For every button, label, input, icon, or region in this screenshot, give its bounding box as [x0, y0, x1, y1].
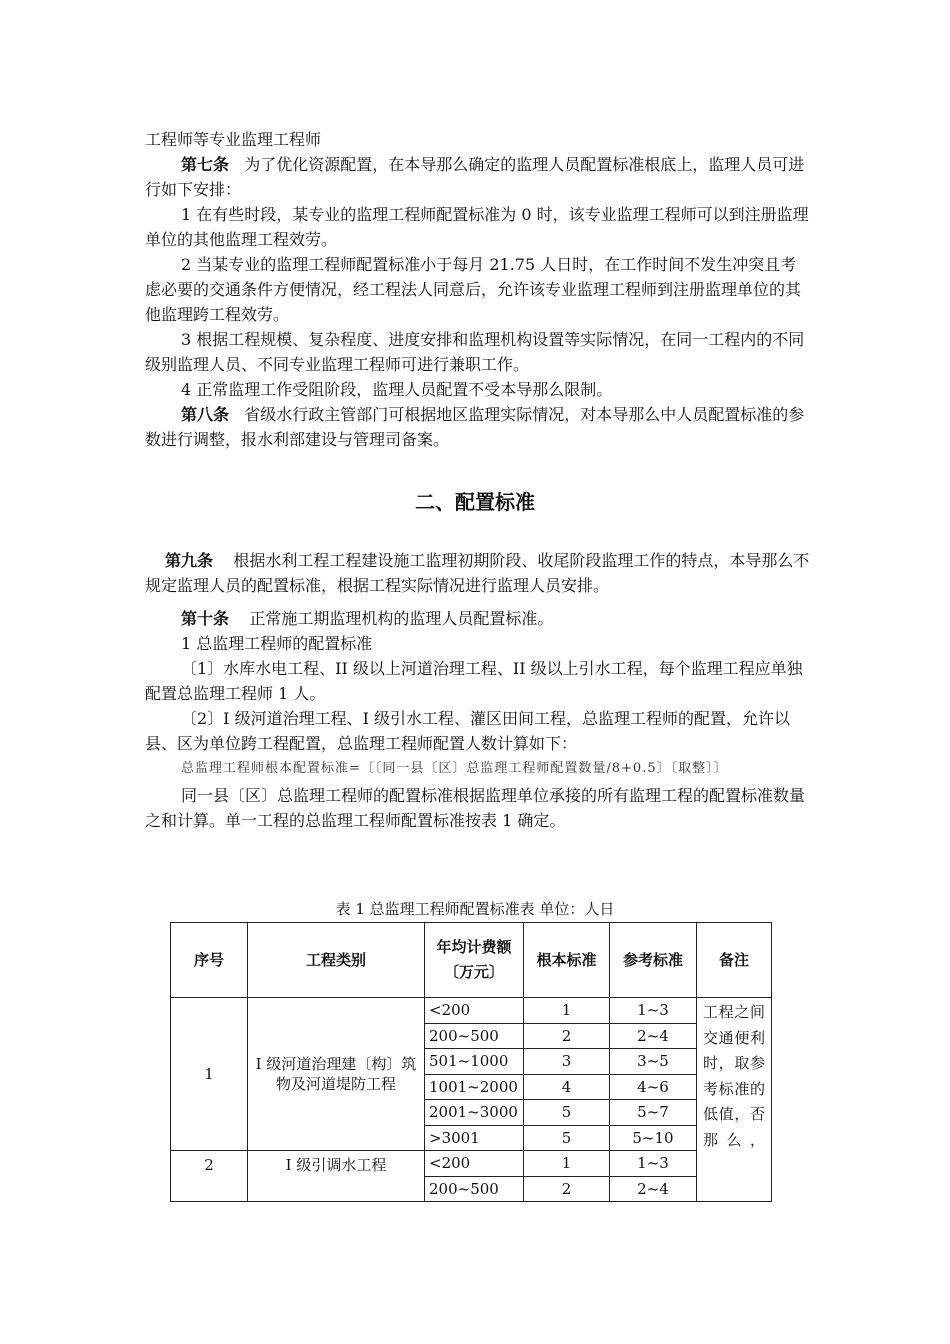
article-10	[145, 606, 810, 631]
section-heading: 二、配置标准	[415, 490, 535, 514]
table-caption: 表 1 总监理工程师配置标准表 单位：人日	[335, 900, 615, 918]
article-8-label: 第八条	[181, 405, 230, 424]
cell-basic: 3	[524, 1049, 610, 1075]
cell-fee: 200~500	[425, 1176, 524, 1202]
cell-ref: 3~5	[610, 1049, 697, 1075]
cell-basic: 2	[524, 1176, 610, 1202]
header-type: 工程类别	[248, 923, 425, 998]
item-2: 〔2〕I 级河道治理工程、I 级引水工程、灌区田间工程，总监理工程师的配置，允许以县、区为单位跨工程配置，总监理工程师配置人数计算如下：	[145, 709, 790, 753]
note-cell: 工程之间交通便利时，取参考标准的低值，否那么，	[697, 998, 772, 1202]
table-row	[171, 998, 772, 1024]
clause-2: 2 当某专业的监理工程师配置标准小于每月 21.75 人日时，在工作时间不发生冲突且考虑必要的交通条件方便情况，经工程法人同意后，允许该专业监理工程师到注册监理单位的其他监理跨工程效劳。	[145, 255, 802, 324]
article-8-text: 省级水行政主管部门可根据地区监理实际情况，对本导那么中人员配置标准的参数进行调整，报水利部建设与管理司备案。	[145, 405, 805, 449]
cell-fee: 200~500	[425, 1023, 524, 1049]
cell-ref: 5~10	[610, 1125, 697, 1151]
cell-ref: 4~6	[610, 1074, 697, 1100]
article-10-label: 第十条	[181, 609, 230, 628]
cell-basic: 5	[524, 1125, 610, 1151]
formula: 总监理工程师根本配置标准=〔〔同一县〔区〕总监理工程师配置数量/8+0.5〕〔取整〕〕	[181, 761, 728, 776]
cell-ref: 2~4	[610, 1176, 697, 1202]
cell-basic: 4	[524, 1074, 610, 1100]
article-7	[145, 152, 810, 202]
paragraph-continued: 工程师等专业监理工程师	[145, 130, 322, 149]
clause-3: 3 根据工程规模、复杂程度、进度安排和监理机构设置等实际情况，在同一工程内的不同级别监理人员、不同专业监理工程师可进行兼职工作。	[145, 330, 805, 374]
clause-1: 1 在有些时段，某专业的监理工程师配置标准为 0 时，该专业监理工程师可以到注册监理单位的其他监理工程效劳。	[145, 205, 809, 249]
cell-fee: <200	[425, 1151, 524, 1177]
article-8	[145, 402, 810, 452]
cell-fee: >3001	[425, 1125, 524, 1151]
body-text-block-1	[145, 127, 810, 452]
cell-ref: 1~3	[610, 998, 697, 1024]
group1-type: I 级河道治理建〔构〕筑物及河道堤防工程	[248, 998, 425, 1151]
cell-basic: 2	[524, 1023, 610, 1049]
cell-basic: 1	[524, 1151, 610, 1177]
cell-ref: 2~4	[610, 1023, 697, 1049]
article-7-text: 为了优化资源配置，在本导那么确定的监理人员配置标准根底上，监理人员可进行如下安排：	[145, 155, 805, 199]
cell-fee: 2001~3000	[425, 1100, 524, 1126]
item-1: 〔1〕水库水电工程、II 级以上河道治理工程、II 级以上引水工程，每个监理工程应单独配置总监理工程师 1 人。	[145, 659, 803, 703]
group2-type: I 级引调水工程	[248, 1151, 425, 1202]
header-fee: 年均计费额〔万元〕	[425, 923, 524, 998]
cell-fee: 1001~2000	[425, 1074, 524, 1100]
article-7-label: 第七条	[181, 155, 230, 174]
article-9-text: 根据水利工程工程建设施工监理初期阶段、收尾阶段监理工作的特点，本导那么不规定监理人员的配置标准，根据工程实际情况进行监理人员安排。	[145, 551, 810, 595]
subsection-1: 1 总监理工程师的配置标准	[181, 634, 373, 653]
body-text-block-2	[145, 548, 810, 833]
header-note: 备注	[697, 923, 772, 998]
cell-basic: 1	[524, 998, 610, 1024]
clause-4: 4 正常监理工作受阻阶段，监理人员配置不受本导那么限制。	[181, 380, 613, 399]
cell-fee: 501~1000	[425, 1049, 524, 1075]
table-row	[171, 1151, 772, 1177]
cell-ref: 1~3	[610, 1151, 697, 1177]
staffing-table	[170, 922, 772, 1202]
header-no: 序号	[171, 923, 248, 998]
article-9-label: 第九条	[165, 551, 214, 570]
article-10-text: 正常施工期监理机构的监理人员配置标准。	[249, 609, 554, 628]
cell-fee: <200	[425, 998, 524, 1024]
header-basic: 根本标准	[524, 923, 610, 998]
article-9	[145, 548, 810, 598]
cell-basic: 5	[524, 1100, 610, 1126]
group2-no: 2	[171, 1151, 248, 1202]
table-header-row	[171, 923, 772, 998]
paragraph-explanation: 同一县〔区〕总监理工程师的配置标准根据监理单位承接的所有监理工程的配置标准数量之和计算。单一工程的总监理工程师配置标准按表 1 确定。	[145, 786, 806, 830]
cell-ref: 5~7	[610, 1100, 697, 1126]
header-ref: 参考标准	[610, 923, 697, 998]
group1-no: 1	[171, 998, 248, 1151]
